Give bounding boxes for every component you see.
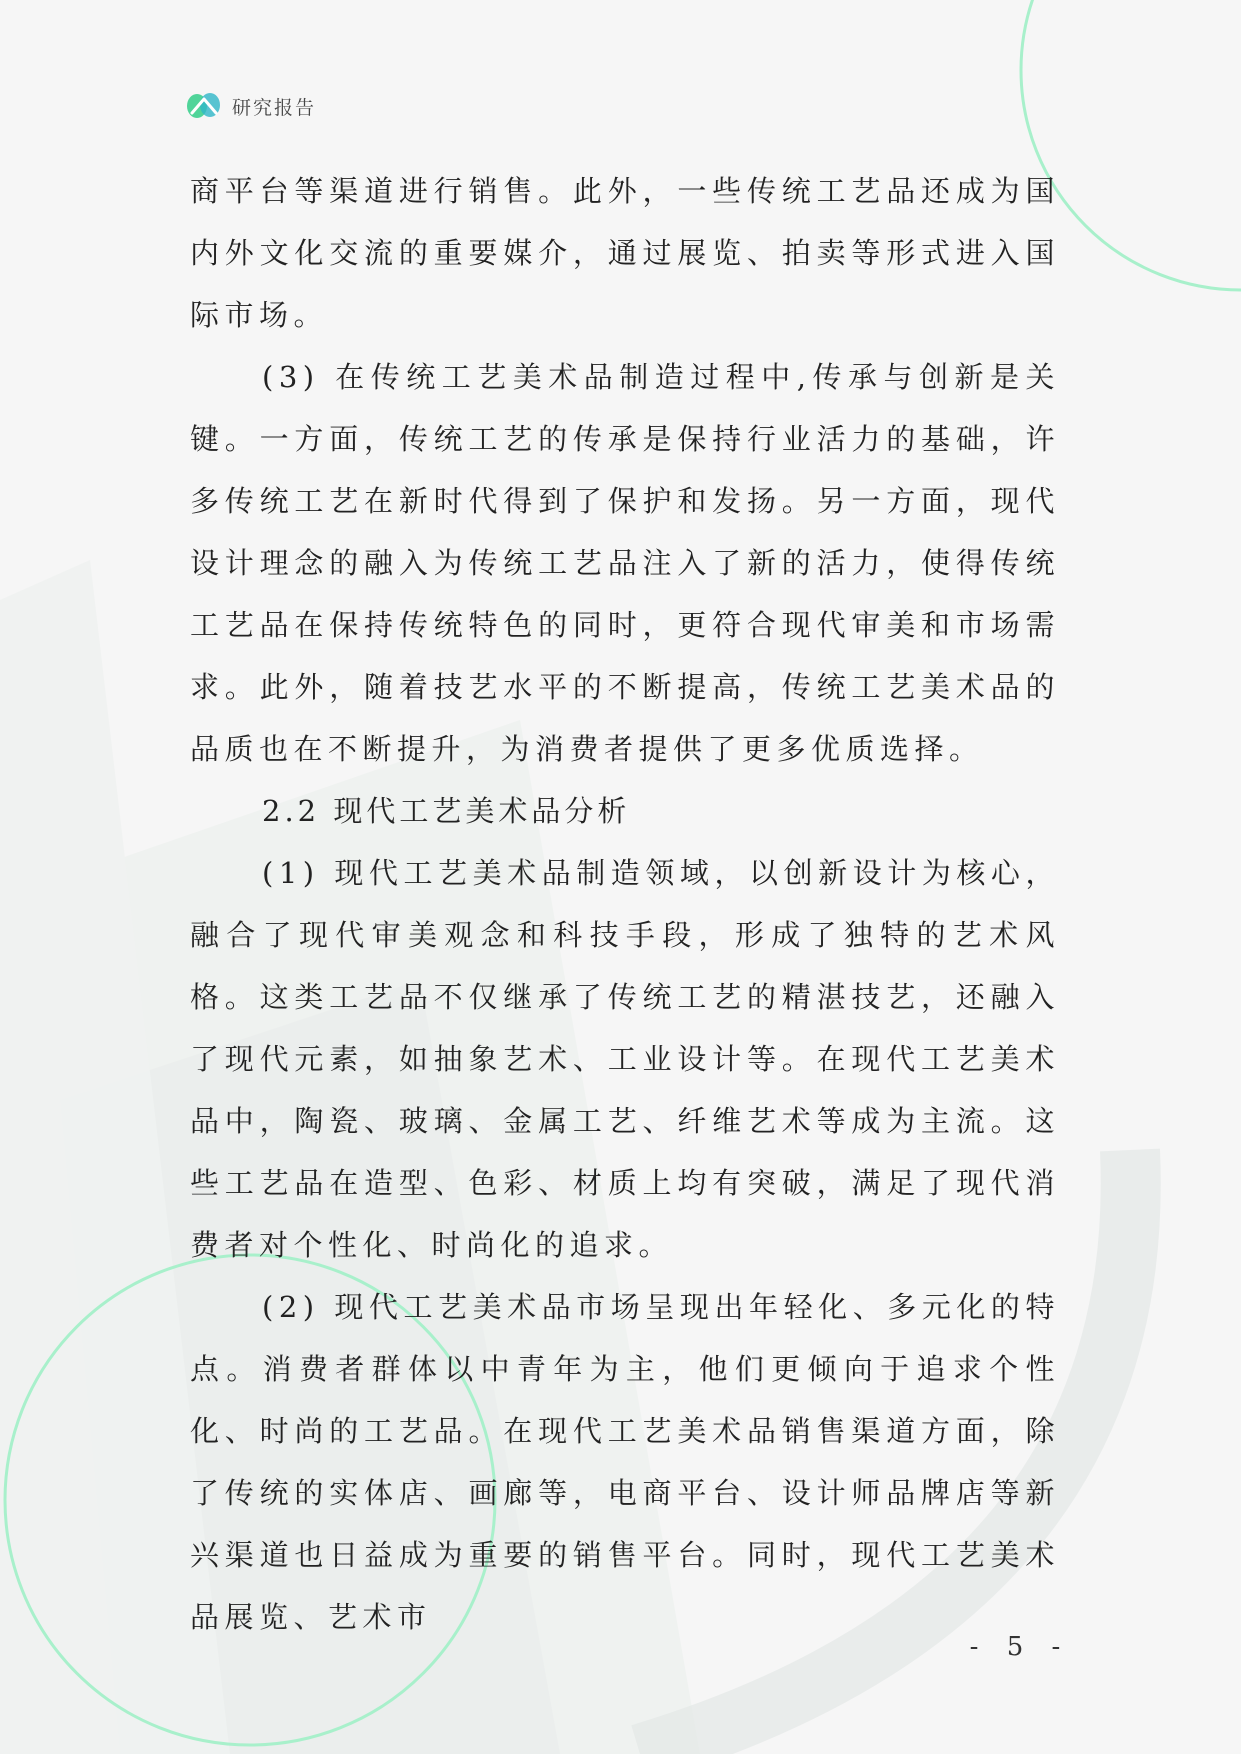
paragraph-item-2: (2) 现代工艺美术品市场呈现出年轻化、多元化的特点。消费者群体以中青年为主，他们更倾向于追求个性化、时尚的工艺品。在现代工艺美术品销售渠道方面，除了传统的实体店、画廊等，电商平台、设计师品牌店等新兴渠道也日益成为重要的销售平台。同时，现代工艺美术品展览、艺术市 [190,1290,1060,1634]
brand-logo-icon [186,91,222,121]
report-header [186,88,316,124]
section-heading: 2.2 现代工艺美术品分析 [262,794,631,828]
paragraph-continuation: 商平台等渠道进行销售。此外，一些传统工艺品还成为国内外文化交流的重要媒介，通过展览、拍卖等形式进入国际市场。 [190,174,1060,332]
page-number: - 5 - [969,1632,1071,1662]
paragraph-item-3: (3) 在传统工艺美术品制造过程中,传承与创新是关键。一方面，传统工艺的传承是保持行业活力的基础，许多传统工艺在新时代得到了保护和发扬。另一方面，现代设计理念的融入为传统工艺品注入了新的活力，使得传统工艺品在保持传统特色的同时，更符合现代审美和市场需求。此外，随着技艺水平的不断提高，传统工艺美术品的品质也在不断提升，为消费者提供了更多优质选择。 [190,360,1060,766]
header-label: 研究报告 [232,96,317,119]
document-body [190,160,1060,1648]
paragraph-item-1: (1) 现代工艺美术品制造领域，以创新设计为核心，融合了现代审美观念和科技手段，形成了独特的艺术风格。这类工艺品不仅继承了传统工艺的精湛技艺，还融入了现代元素，如抽象艺术、工业设计等。在现代工艺美术品中，陶瓷、玻璃、金属工艺、纤维艺术等成为主流。这些工艺品在造型、色彩、材质上均有突破，满足了现代消费者对个性化、时尚化的追求。 [190,856,1060,1262]
